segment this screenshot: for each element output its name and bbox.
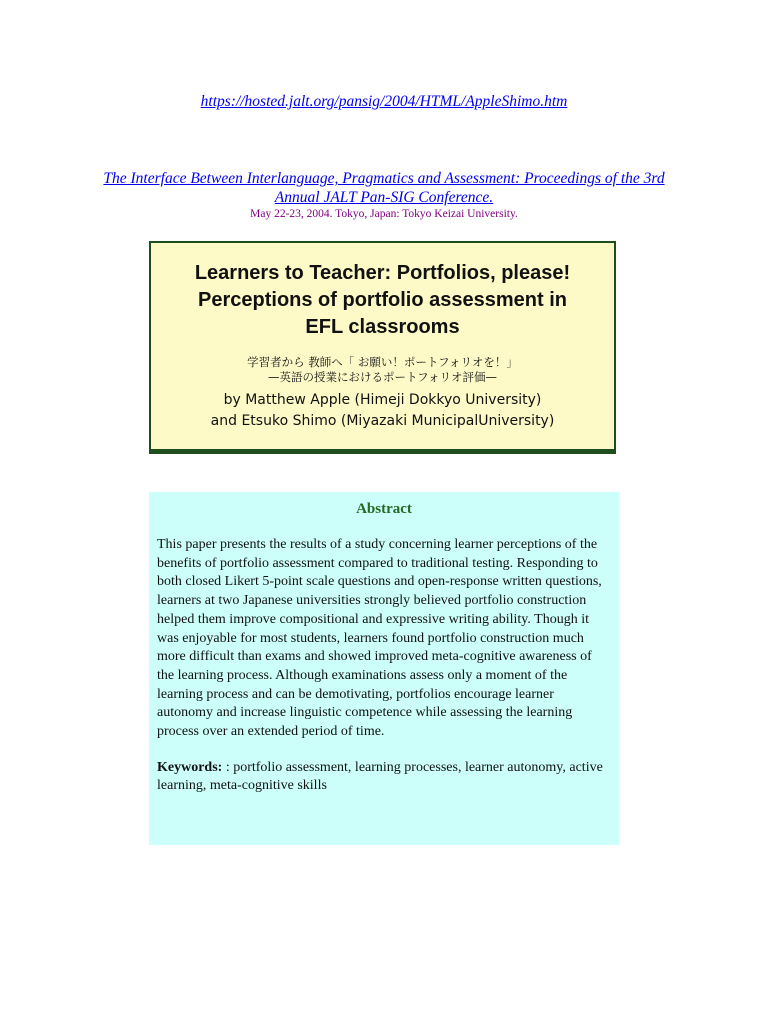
proceedings-link[interactable]: The Interface Between Interlanguage, Pragmatics and Assessment: Proceedings of the 3rd Annual JALT Pan-SIG Conference. — [103, 170, 665, 206]
keywords-text: : portfolio assessment, learning processes, learner autonomy, active learning, meta-cognitive skills — [157, 759, 603, 794]
japanese-title-line: —英語の授業におけるポートフォリオ評価— — [268, 370, 497, 384]
authors — [151, 390, 614, 432]
paper-title — [165, 260, 600, 341]
keywords — [157, 759, 611, 796]
paper-title-line: Perceptions of portfolio assessment in — [198, 289, 567, 311]
japanese-title — [151, 355, 614, 385]
author-line: by Matthew Apple (Himeji Dokkyo University) — [223, 392, 542, 408]
keywords-label: Keywords: — [157, 759, 223, 775]
title-box — [149, 241, 616, 451]
abstract-box — [149, 492, 619, 845]
abstract-body: This paper presents the results of a study concerning learner perceptions of the benefits of portfolio assessment compared to traditional testing. Responding to both closed Likert 5-point scale questions and open-response written questions, learners at two Japanese universities strongly believed portfolio construction helped them improve compositional and expressive writing ability. Though it was enjoyable for most students, learners found portfolio construction much more difficult than exams and showed improved meta-cognitive awareness of the learning process. Although examinations assess only a moment of the learning process and can be demotivating, portfolios encourage learner autonomy and increase linguistic competence while assessing the learning process over an extended period of time. — [157, 537, 602, 740]
paper-title-line: Learners to Teacher: Portfolios, please! — [194, 262, 571, 284]
paper-title-line: EFL classrooms — [305, 316, 460, 338]
conference-date: May 22-23, 2004. Tokyo, Japan: Tokyo Keizai University. — [250, 208, 518, 220]
japanese-title-line: 学習者から 教師へ「 お願い！ポートフォリオを！」 — [247, 355, 518, 369]
author-line: and Etsuko Shimo (Miyazaki MunicipalUniversity) — [210, 413, 555, 429]
source-url-link[interactable]: https://hosted.jalt.org/pansig/2004/HTML/AppleShimo.htm — [200, 93, 568, 110]
abstract-heading: Abstract — [356, 501, 412, 517]
